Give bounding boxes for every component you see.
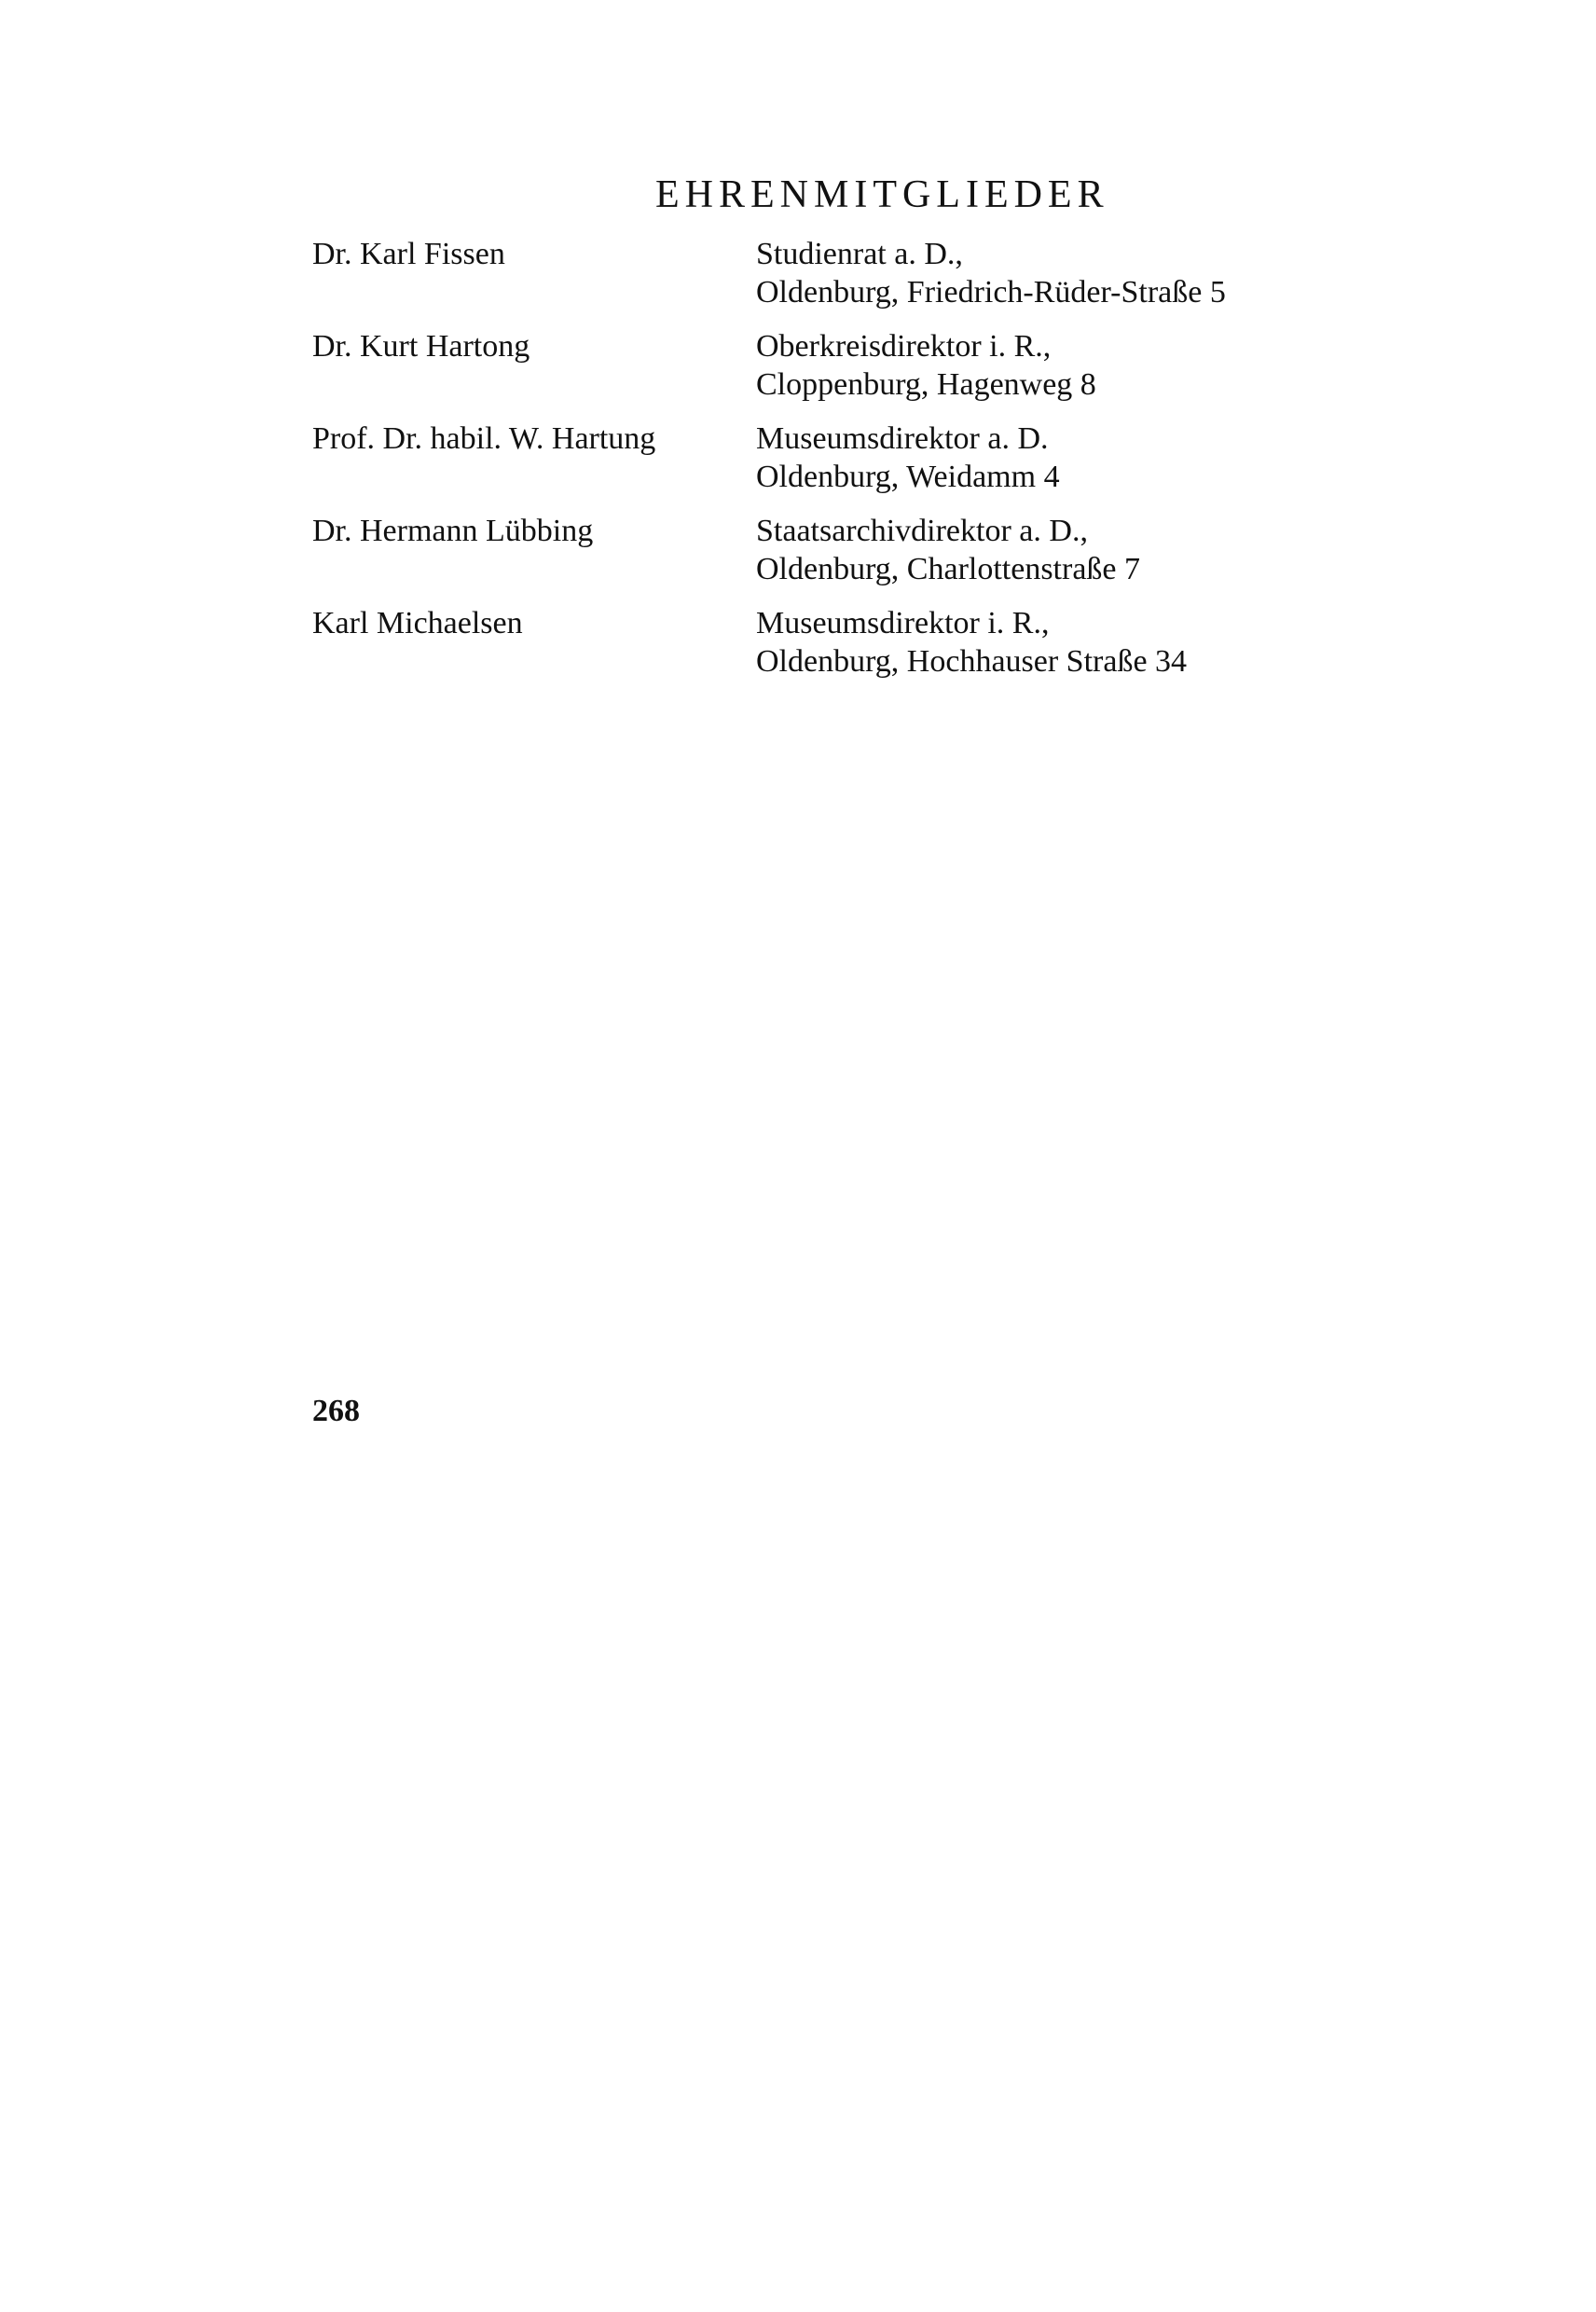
member-detail [756,235,1226,311]
member-address: Oldenburg, Hochhauser Straße 34 [756,644,1188,679]
member-entry [312,235,1356,327]
member-entry [312,604,1356,696]
page-number: 268 [312,1394,360,1428]
member-detail [756,604,1187,681]
member-address: Cloppenburg, Hagenweg 8 [756,367,1096,402]
member-title: Museumsdirektor i. R., [756,606,1050,640]
member-title: Museumsdirektor a. D. [756,421,1049,456]
page-heading: EHRENMITGLIEDER [655,173,1109,216]
member-address: Oldenburg, Charlottenstraße 7 [756,552,1141,586]
member-name: Karl Michaelsen [312,606,523,640]
member-name: Prof. Dr. habil. W. Hartung [312,421,656,456]
member-entry [312,512,1356,604]
member-detail [756,327,1096,404]
member-address: Oldenburg, Friedrich-Rüder-Straße 5 [756,275,1226,310]
member-entry [312,420,1356,512]
member-name: Dr. Hermann Lübbing [312,514,594,548]
member-title: Staatsarchivdirektor a. D., [756,514,1088,548]
member-name: Dr. Kurt Hartong [312,329,530,364]
member-address: Oldenburg, Weidamm 4 [756,460,1060,494]
member-title: Studienrat a. D., [756,237,963,271]
member-title: Oberkreisdirektor i. R., [756,329,1052,364]
member-detail [756,420,1060,496]
member-entry [312,327,1356,420]
member-name: Dr. Karl Fissen [312,237,505,271]
member-detail [756,512,1140,588]
member-list [312,235,1356,696]
